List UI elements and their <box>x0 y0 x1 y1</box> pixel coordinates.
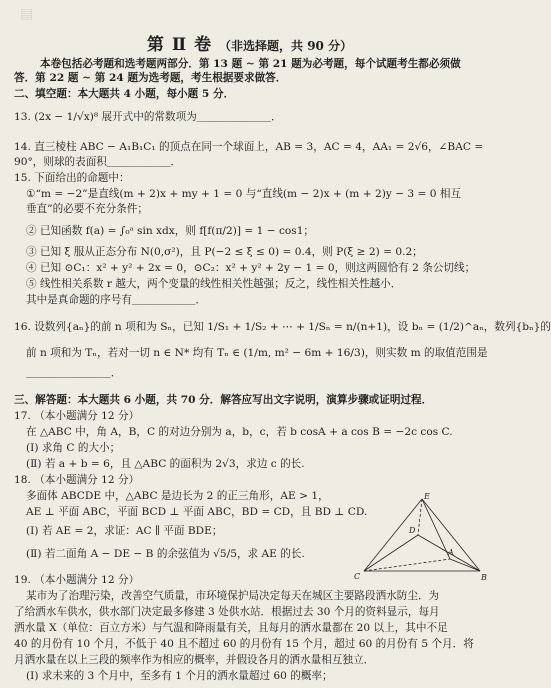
q17-part1: (Ⅰ) 求角 C 的大小； <box>26 442 121 454</box>
bleed-through-ghost: ▤ <box>20 6 34 22</box>
q19-line5: 月洒水量在以上三段的频率作为相应的概率，并假设各月的洒水量相互独立． <box>14 654 375 666</box>
edge-EB <box>422 499 480 571</box>
edge-CA <box>364 559 450 571</box>
q17-title: 17. （本小题满分 12 分） <box>14 410 140 422</box>
label-D: D <box>409 526 416 535</box>
edge-DC <box>364 535 418 571</box>
q13: 13. (2x − 1/√x)⁸ 展开式中的常数项为＿＿＿＿＿＿＿． <box>14 111 282 123</box>
q18-stem2: AE ⊥ 平面 ABC，平面 BCD ⊥ 平面 ABC，BD = CD，且 BD ⊥ CD. <box>26 506 368 518</box>
q19-title: 19. （本小题满分 12 分） <box>14 574 140 586</box>
label-C: C <box>354 572 361 581</box>
page-title <box>0 30 499 55</box>
q15-item1-cont: 垂直”的必要不充分条件； <box>26 203 148 215</box>
q15-intro: 15. 下面给出的命题中： <box>14 172 130 184</box>
q18-part1: (Ⅰ) 若 AE = 2，求证：AC ∥ 平面 BDE； <box>26 525 223 537</box>
label-E: E <box>424 492 430 501</box>
q15-item4: ④ 已知 ⊙C₁：x² + y² + 2x = 0，⊙C₂：x² + y² + 2y − 1 = 0，则这两圆恰有 2 条公切线； <box>26 262 476 274</box>
q15-item3: ③ 已知 ξ 服从正态分布 N(0,σ²)，且 P(−2 ≤ ξ ≤ 0) = 0.4，则 P(ξ ≥ 2) = 0.2； <box>26 246 423 258</box>
q16-line3: ＿＿＿＿＿＿＿＿． <box>26 367 122 379</box>
section3-heading: 三、解答题：本大题共 6 小题，共 70 分．解答应写出文字说明，演算步骤或证明过程． <box>14 394 433 406</box>
q19-part1: (Ⅰ) 求未来的 3 个月中，至多有 1 个月的洒水量超过 60 的概率； <box>26 670 333 682</box>
intro-line-2: 答．第 22 题 ~ 第 24 题为选考题，考生根据要求做答． <box>14 72 287 84</box>
intro-line-1: 本卷包括必考题和选考题两部分．第 13 题 ~ 第 21 题为必考题，每个试题考生都必须做 <box>40 58 461 70</box>
subtitle-text: （非选择题，共 90 分） <box>219 39 353 53</box>
q18-part2: (Ⅱ) 若二面角 A − DE − B 的余弦值为 √5/5，求 AE 的长. <box>26 548 305 560</box>
label-B: B <box>481 573 487 582</box>
section2-heading: 二、填空题：本大题共 4 小题，每小题 5 分． <box>14 88 235 100</box>
polyhedron-figure <box>352 491 492 583</box>
q15-item2: ② 已知函数 f(a) = ∫₀ᵃ sin xdx，则 f[f(π/2)] = 1 − cos1； <box>26 225 315 237</box>
q17-stem: 在 △ABC 中，角 A，B，C 的对边分别为 a，b，c，若 b cosA + a cos B = −2c cos C. <box>26 426 453 438</box>
q19-line1: 某市为了治理污染，改善空气质量，市环境保护局决定每天在城区主要路段洒水防尘．为 <box>26 590 440 602</box>
q18-stem1: 多面体 ABCDE 中，△ABC 是边长为 2 的正三角形，AE > 1， <box>26 490 329 502</box>
q14-line1: 14. 直三棱柱 ABC − A₁B₁C₁ 的顶点在同一个球面上，AB = 3，AC = 4，AA₁ = 2√6，∠BAC = <box>14 141 484 153</box>
q16-line2: 前 n 项和为 Tₙ，若对一切 n ∈ N* 均有 Tₙ ∈ (1/m, m² − 6m + 16/3)，则实数 m 的取值范围是 <box>26 347 488 359</box>
q14-line2: 90°，则球的表面积＿＿＿＿＿＿． <box>14 156 182 168</box>
q16-line1: 16. 设数列{aₙ}的前 n 项和为 Sₙ，已知 1/S₁ + 1/S₂ + ⋯ + 1/Sₙ = n/(n+1)，设 bₙ = (1/2)^aₙ，数列{bₙ}的 <box>14 321 551 333</box>
edge-EC <box>364 499 422 571</box>
q15-answer: 其中是真命题的序号有＿＿＿＿＿＿． <box>26 294 207 306</box>
q18-title: 18. （本小题满分 12 分） <box>14 474 140 486</box>
edge-ED <box>418 499 422 535</box>
q19-line2: 了给洒水车供水，供水部门决定最多修建 3 处供水站．根据过去 30 个月的资料显示，每月 <box>14 606 440 618</box>
q19-line3: 洒水量 X（单位：百立方米）与气温和降雨量有关，且每月的洒水量都在 20 以上，其中不足 <box>14 622 448 634</box>
label-A: A <box>448 548 454 557</box>
q17-part2: (Ⅱ) 若 a + b = 6，且 △ABC 的面积为 2√3，求边 c 的长. <box>26 458 305 470</box>
q15-item5: ⑤ 线性相关系数 r 越大，两个变量的线性相关性越强；反之，线性相关性越小． <box>26 278 402 290</box>
q19-line4: 40 的月份有 10 个月，不低于 40 且不超过 60 的月份有 15 个月，超过 60 的月份有 5 个月．将 <box>14 638 474 650</box>
title-text: 第 Ⅱ 卷 <box>146 35 213 55</box>
q15-item1: ①“m = −2”是直线(m + 2)x + my + 1 = 0 与“直线(m − 2)x + (m + 2)y − 3 = 0 相互 <box>26 188 462 200</box>
